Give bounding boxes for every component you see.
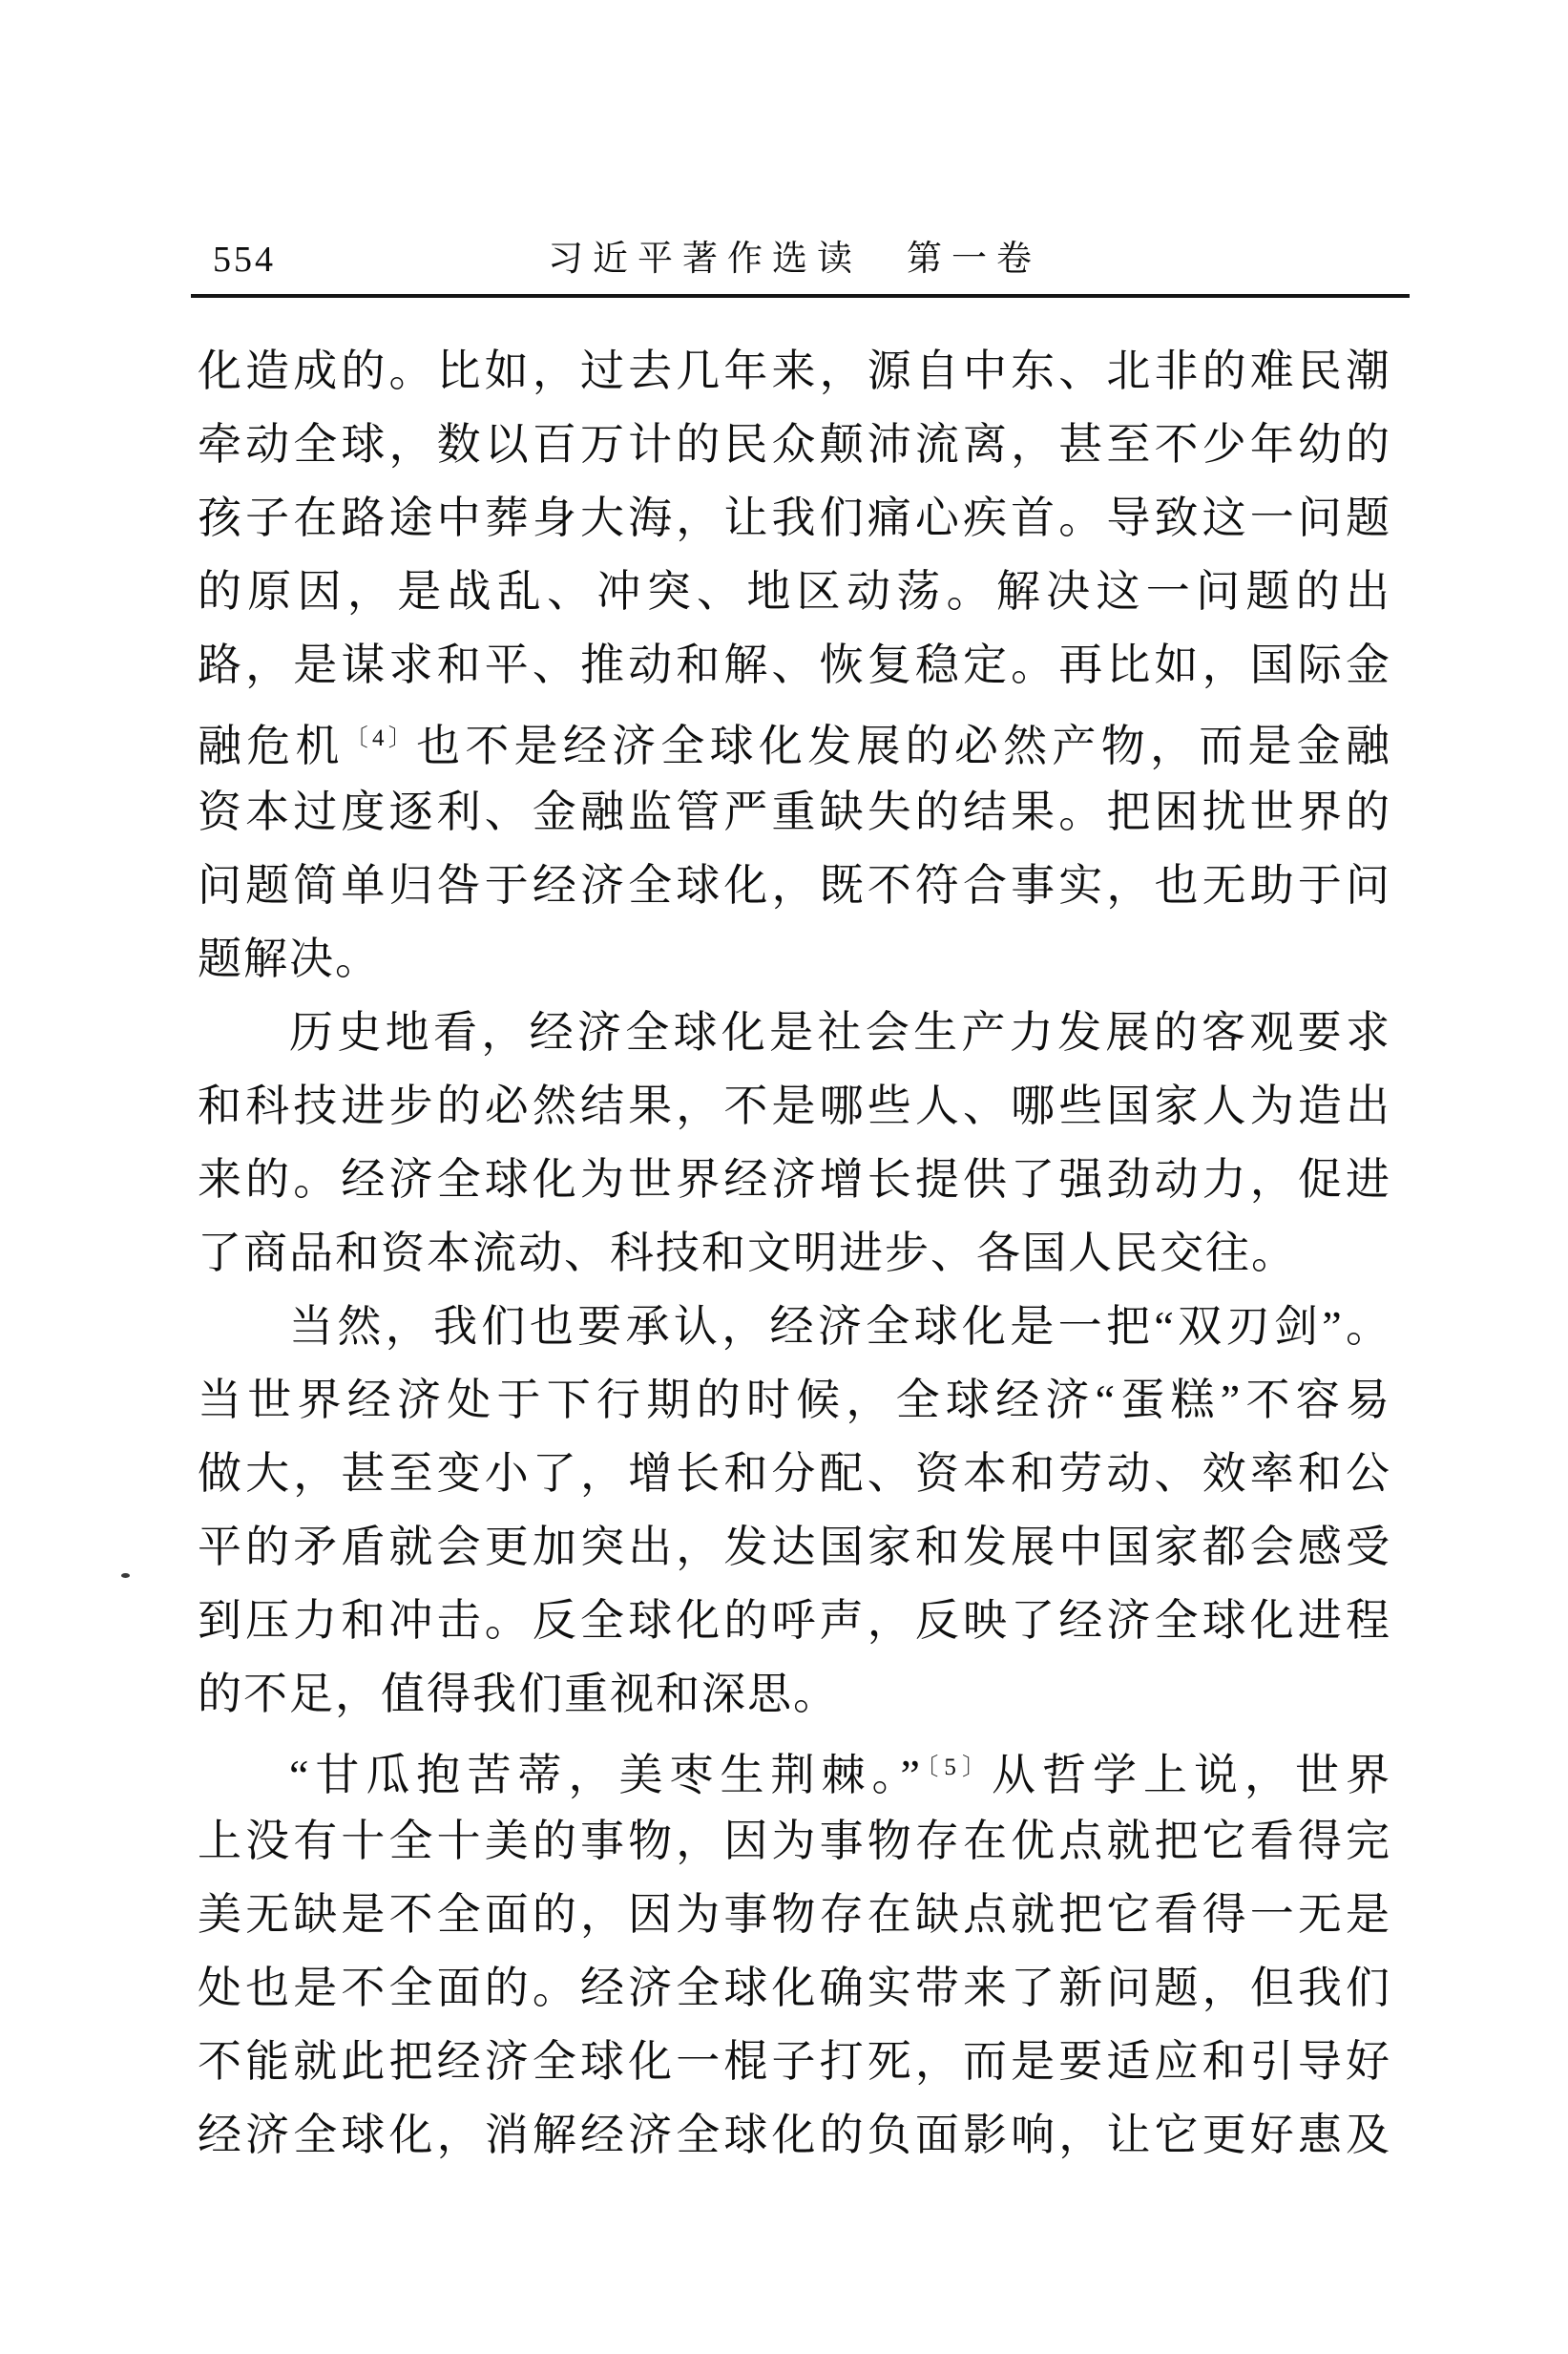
body-text — [198, 334, 1391, 2172]
text-segment: “甘瓜抱苦蒂，美枣生荆棘。” — [289, 1751, 922, 1799]
text-line: 不能就此把经济全球化一棍子打死，而是要适应和引导好 — [198, 2037, 1391, 2086]
text-line: 平的矛盾就会更加突出，发达国家和发展中国家都会感受 — [198, 1523, 1391, 1571]
running-title: 习近平著作选读 第一卷 — [548, 240, 1041, 279]
text-line: 资本过度逐利、金融监管严重缺失的结果。把困扰世界的 — [198, 788, 1391, 836]
text-line — [198, 702, 1391, 775]
text-line: 题解决。 — [198, 935, 381, 983]
text-line: 经济全球化，消解经济全球化的负面影响，让它更好惠及 — [198, 2111, 1391, 2159]
header-divider — [191, 294, 1410, 298]
text-line: 当世界经济处于下行期的时候，全球经济“蛋糕”不容易 — [198, 1376, 1391, 1424]
text-line: 孩子在路途中葬身大海，让我们痛心疾首。导致这一问题 — [198, 494, 1391, 542]
text-line: 来的。经济全球化为世界经济增长提供了强劲动力，促进 — [198, 1155, 1391, 1204]
text-line: 问题简单归咎于经济全球化，既不符合事实，也无助于问 — [198, 861, 1391, 910]
scan-artifact — [121, 1573, 130, 1578]
text-line: 和科技进步的必然结果，不是哪些人、哪些国家人为造出 — [198, 1082, 1391, 1130]
text-line: 牵动全球，数以百万计的民众颠沛流离，甚至不少年幼的 — [198, 420, 1391, 469]
text-line: 的原因，是战乱、冲突、地区动荡。解决这一问题的出 — [198, 567, 1391, 616]
text-segment: 融危机 — [198, 722, 345, 770]
text-line: 处也是不全面的。经济全球化确实带来了新问题，但我们 — [198, 1964, 1391, 2012]
text-line: 化造成的。比如，过去几年来，源自中东、北非的难民潮 — [198, 347, 1391, 395]
text-segment: 从哲学上说，世界 — [991, 1751, 1391, 1799]
text-line — [198, 1731, 1391, 1804]
page-header — [198, 239, 1391, 283]
text-line: 的不足，值得我们重视和深思。 — [198, 1670, 839, 1718]
text-line: 了商品和资本流动、科技和文明进步、各国人民交往。 — [198, 1229, 1297, 1277]
text-line: 当然，我们也要承认，经济全球化是一把“双刃剑”。 — [289, 1302, 1391, 1351]
text-line: 到压力和冲击。反全球化的呼声，反映了经济全球化进程 — [198, 1596, 1391, 1645]
text-line: 上没有十全十美的事物，因为事物存在优点就把它看得完 — [198, 1817, 1391, 1865]
text-line: 路，是谋求和平、推动和解、恢复稳定。再比如，国际金 — [198, 641, 1391, 689]
page-number: 554 — [213, 240, 276, 280]
footnote-ref-4: 〔4〕 — [344, 725, 417, 751]
text-segment: 也不是经济全球化发展的必然产物，而是金融 — [416, 722, 1391, 770]
footnote-ref-5: 〔5〕 — [921, 1755, 992, 1780]
text-line: 历史地看，经济全球化是社会生产力发展的客观要求 — [289, 1008, 1391, 1057]
text-line: 美无缺是不全面的，因为事物存在缺点就把它看得一无是 — [198, 1890, 1391, 1939]
text-line: 做大，甚至变小了，增长和分配、资本和劳动、效率和公 — [198, 1449, 1391, 1498]
